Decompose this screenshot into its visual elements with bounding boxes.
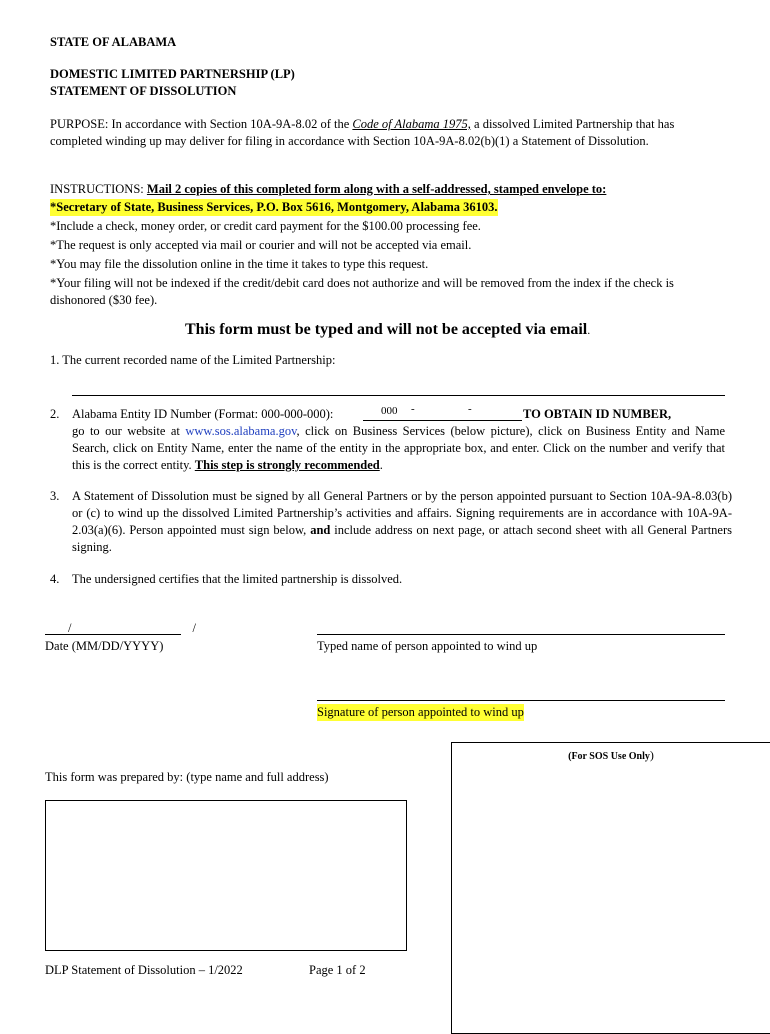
code-reference: Code of Alabama 1975, [352, 117, 471, 131]
strongly-recommended: This step is strongly recommended [194, 458, 380, 472]
question-3-part-a: A Statement of Dissolution must be signed by all General Partners or by the person appointed pursuant to Section 10A-9A-8.03(b) or (c) to wind up the dissolved Limited Partnership’s activities and affairs. Signing requirements are in accordance with 10A-9A-2.03(a)(6). Person appointed must sign below, [72, 489, 732, 537]
sos-use-only-label [452, 747, 770, 765]
website-intro: go to our website at [72, 424, 186, 438]
sos-website-link[interactable]: www.sos.alabama.gov [185, 424, 297, 438]
typed-name-underline [317, 634, 725, 635]
question-3-text [72, 488, 732, 556]
form-type-heading: DOMESTIC LIMITED PARTNERSHIP (LP) [50, 67, 295, 81]
typed-notice-text: This form must be typed and will not be accepted via email [185, 321, 588, 338]
form-title: STATEMENT OF DISSOLUTION [50, 84, 237, 98]
question-2-text [72, 423, 725, 474]
sos-use-only-box [451, 742, 770, 1034]
date-underline [45, 634, 181, 635]
mailing-address: *Secretary of State, Business Services, P.O. Box 5616, Montgomery, Alabama 36103. [50, 200, 498, 214]
purpose-prefix: PURPOSE: In accordance with Section 10A-9A-8.02 of the [50, 117, 353, 131]
instructions-label: INSTRUCTIONS: [50, 182, 147, 196]
question-2-number: 2. [50, 407, 60, 421]
entity-id-field[interactable] [363, 403, 521, 421]
state-heading: STATE OF ALABAMA [50, 35, 177, 49]
instruction-item: *Include a check, money order, or credit card payment for the $100.00 processing fee. [50, 219, 481, 233]
instruction-item: *You may file the dissolution online in the time it takes to type this request. [50, 257, 429, 271]
mail-instruction: Mail 2 copies of this completed form along with a self-addressed, stamped envelope to: [146, 182, 607, 196]
purpose-suffix: a dissolved Limited Partnership that has completed winding up may deliver for filing in accordance with Section 10A-9A-8.02(b)(1) a Statement of Dissolution. [50, 117, 675, 148]
question-3-and: and [310, 523, 331, 537]
question-3-part-b: include address on next page, or attach second sheet with all General Partners signing. [72, 523, 733, 554]
preparer-address-box[interactable] [45, 800, 407, 951]
purpose-paragraph [50, 116, 710, 150]
instructions-line [50, 181, 730, 198]
sos-use-only-paren: ) [649, 748, 654, 762]
footer-form-id: DLP Statement of Dissolution – 1/2022 [45, 963, 243, 977]
question-3-number: 3. [50, 489, 60, 503]
signature-field[interactable] [317, 683, 722, 699]
typed-notice-period: . [587, 323, 591, 337]
typed-name-field[interactable] [317, 616, 722, 632]
footer-page-number: Page 1 of 2 [309, 963, 366, 977]
entity-id-label: Alabama Entity ID Number (Format: 000-000-000): [72, 407, 334, 421]
preparer-label: This form was prepared by: (type name and full address) [45, 770, 329, 784]
entity-id-dash: - [468, 403, 472, 415]
obtain-id-heading: TO OBTAIN ID NUMBER, [523, 407, 672, 421]
lp-name-underline [72, 395, 725, 396]
signature-underline [317, 700, 725, 701]
date-field[interactable]: / / [68, 621, 196, 635]
signature-label: Signature of person appointed to wind up [317, 705, 524, 719]
entity-id-underline [363, 420, 522, 421]
instruction-item: *Your filing will not be indexed if the credit/debit card does not authorize and will be removed from the index if the check is dishonored ($30 fee). [50, 276, 674, 307]
date-label: Date (MM/DD/YYYY) [45, 639, 164, 653]
entity-id-dash: - [411, 403, 415, 415]
typed-name-label: Typed name of person appointed to wind up [317, 639, 538, 653]
typed-notice [185, 320, 590, 340]
sos-use-only-text: (For SOS Use Only [568, 751, 650, 762]
website-directions: , click on Business Services (below picture), click on Business Entity and Name Search, click on Entity Name, enter the name of the entity in the appropriate box, and enter. Click on the number and verify that this is the correct entity. [72, 424, 725, 472]
question-4-text: The undersigned certifies that the limited partnership is dissolved. [72, 572, 403, 586]
entity-id-part1: 000 [381, 405, 398, 417]
instruction-item: *The request is only accepted via mail or courier and will not be accepted via email. [50, 238, 472, 252]
question-4-number: 4. [50, 572, 60, 586]
question-1-label: 1. The current recorded name of the Limited Partnership: [50, 353, 336, 367]
lp-name-field[interactable] [72, 378, 722, 394]
sentence-period: . [379, 458, 383, 472]
